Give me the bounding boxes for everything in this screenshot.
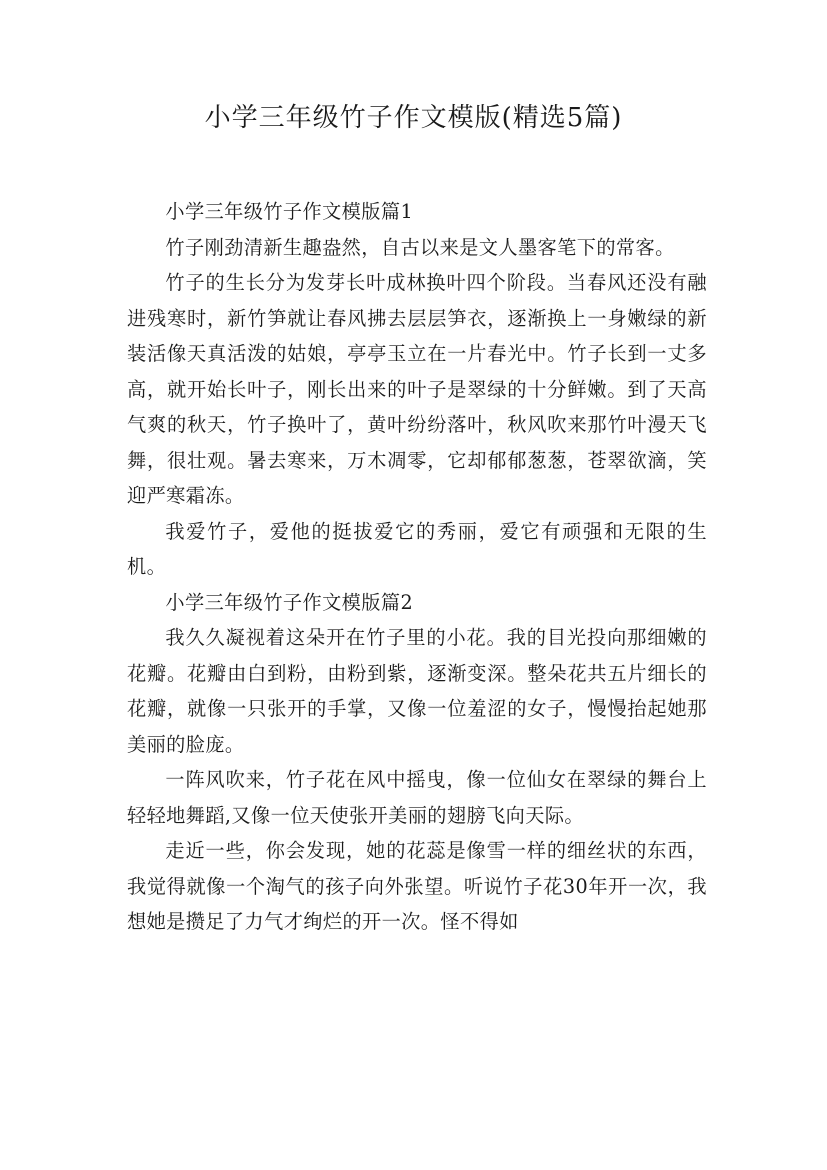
document-title: 小学三年级竹子作文模版(精选5篇) bbox=[204, 103, 623, 133]
document-body bbox=[127, 194, 707, 940]
paragraph: 我久久凝视着这朵开在竹子里的小花。我的目光投向那细嫩的花瓣。花瓣由白到粉，由粉到紫，逐渐变深。整朵花共五片细长的花瓣，就像一只张开的手掌，又像一位羞涩的女子，慢慢抬起她那美丽的脸庞。 bbox=[127, 626, 707, 756]
paragraph: 一阵风吹来，竹子花在风中摇曳，像一位仙女在翠绿的舞台上轻轻地舞蹈,又像一位天使张开美丽的翅膀飞向天际。 bbox=[127, 768, 707, 827]
section-heading: 小学三年级竹子作文模版篇2 bbox=[165, 590, 414, 614]
section-1 bbox=[127, 194, 707, 585]
paragraph: 我爱竹子，爱他的挺拔爱它的秀丽，爱它有顽强和无限的生机。 bbox=[127, 519, 707, 578]
section-heading: 小学三年级竹子作文模版篇1 bbox=[165, 200, 414, 223]
paragraph: 竹子刚劲清新生趣盎然，自古以来是文人墨客笔下的常客。 bbox=[165, 235, 675, 259]
paragraph: 走近一些，你会发现，她的花蕊是像雪一样的细丝状的东西，我觉得就像一个淘气的孩子向外张望。听说竹子花30年开一次，我想她是攒足了力气才绚烂的开一次。怪不得如 bbox=[127, 839, 707, 933]
section-2 bbox=[127, 585, 707, 940]
paragraph: 竹子的生长分为发芽长叶成林换叶四个阶段。当春风还没有融进残寒时，新竹笋就让春风拂去层层笋衣，逐渐换上一身嫩绿的新装活像天真活泼的姑娘，亭亭玉立在一片春光中。竹子长到一丈多高，就开始长叶子，刚长出来的叶子是翠绿的十分鲜嫩。到了天高气爽的秋天，竹子换叶了，黄叶纷纷落叶，秋风吹来那竹叶漫天飞舞，很壮观。暑去寒来，万木凋零，它却郁郁葱葱，苍翠欲滴，笑迎严寒霜冻。 bbox=[127, 271, 707, 507]
